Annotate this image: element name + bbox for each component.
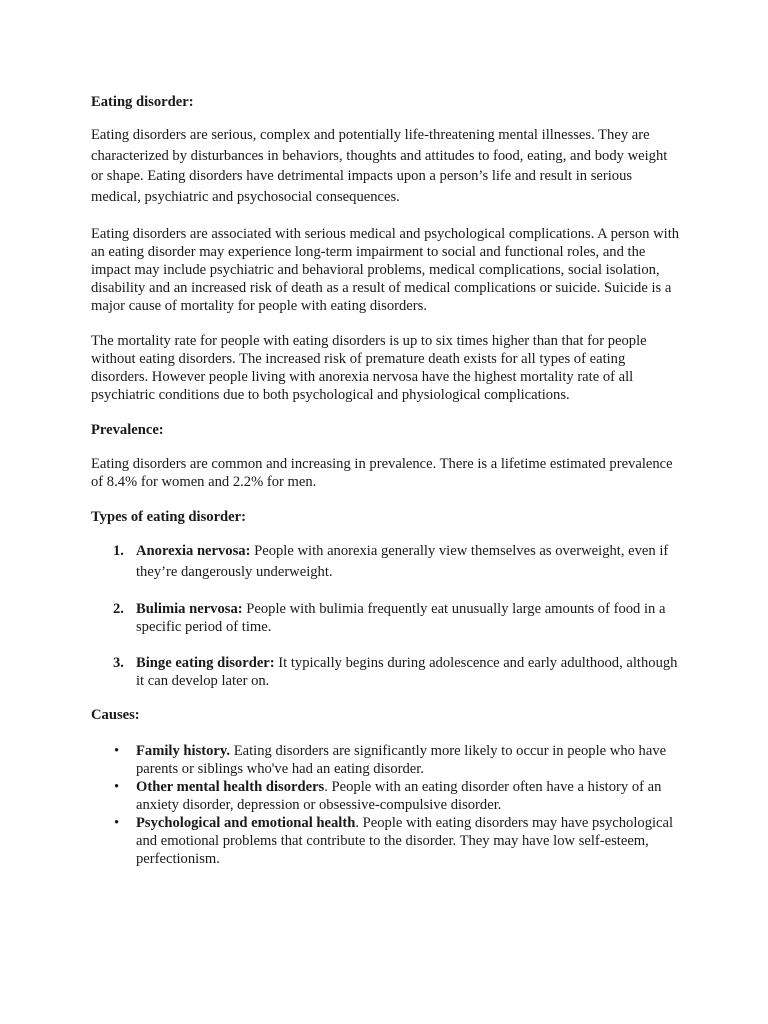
list-item-text: It typically begins during adolescence and early adulthood, although it can develop later on. [136, 655, 678, 689]
bullet-icon: • [114, 779, 120, 795]
list-item-text: People with bulimia frequently eat unusually large amounts of food in a specific period of time. [136, 601, 666, 635]
list-item-term: Binge eating disorder: [136, 655, 275, 671]
list-item-text: . People with an eating disorder often have a history of an anxiety disorder, depression or obsessive-compulsive disorder. [136, 779, 662, 813]
list-item-term: Bulimia nervosa: [136, 601, 243, 617]
list-item-bulimia [91, 600, 681, 636]
list-item-term: Other mental health disorders [136, 779, 325, 795]
list-item-term: Family history. [136, 743, 231, 759]
list-item-mental-health [91, 778, 681, 814]
causes-heading: Causes: [91, 707, 140, 723]
list-item-anorexia [91, 541, 681, 582]
list-number: 1. [113, 543, 124, 559]
doc-title: Eating disorder: [91, 94, 194, 110]
list-item-family-history [91, 742, 681, 778]
list-item-text: People with anorexia generally view themselves as overweight, even if they’re dangerously underweight. [136, 543, 669, 580]
list-item-emotional-health [91, 814, 681, 868]
list-number: 2. [113, 601, 124, 617]
list-item-binge [91, 654, 681, 690]
intro-paragraph-3: The mortality rate for people with eating disorders is up to six times higher than that for people without eating disorders. The increased risk of premature death exists for all types of eating disorders. However people living with anorexia nervosa have the highest mortality rate of all psychiatric conditions due to both psychological and physiological complications. [91, 333, 647, 403]
types-heading: Types of eating disorder: [91, 509, 246, 525]
types-list [91, 541, 681, 690]
intro-paragraph-2: Eating disorders are associated with serious medical and psychological complications. A person with an eating disorder may experience long-term impairment to social and functional roles, and the impact may include psychiatric and behavioral problems, medical complications, social isolation, disability and an increased risk of death as a result of medical complications or suicide. Suicide is a major cause of mortality for people with eating disorders. [91, 226, 680, 314]
prevalence-paragraph: Eating disorders are common and increasing in prevalence. There is a lifetime estimated prevalence of 8.4% for women and 2.2% for men. [91, 456, 673, 490]
list-item-term: Anorexia nervosa: [136, 543, 251, 559]
prevalence-heading: Prevalence: [91, 422, 164, 438]
bullet-icon: • [114, 815, 120, 831]
causes-list [91, 742, 681, 868]
bullet-icon: • [114, 743, 120, 759]
document-page [91, 93, 681, 868]
list-item-term: Psychological and emotional health [136, 815, 356, 831]
list-number: 3. [113, 655, 124, 671]
intro-paragraph-1: Eating disorders are serious, complex and potentially life-threatening mental illnesses. They are characterized by disturbances in behaviors, thoughts and attitudes to food, eating, and body weight or shape. Eating disorders have detrimental impacts upon a person’s life and result in serious medical, psychiatric and psychosocial consequences. [91, 127, 668, 205]
list-item-text: Eating disorders are significantly more likely to occur in people who have parents or siblings who've had an eating disorder. [136, 743, 667, 777]
list-item-text: . People with eating disorders may have psychological and emotional problems that contribute to the disorder. They may have low self-esteem, perfectionism. [136, 815, 674, 867]
